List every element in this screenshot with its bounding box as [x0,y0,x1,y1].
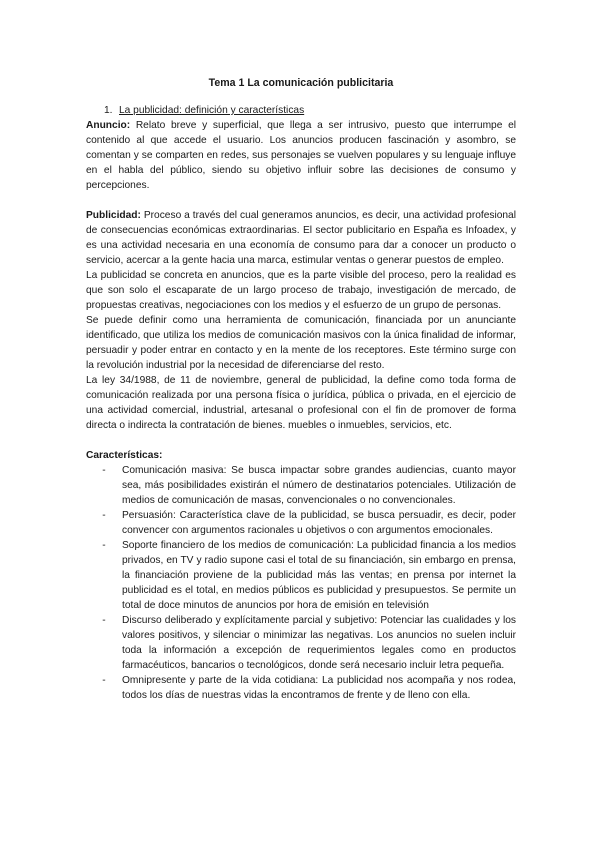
list-item [86,508,516,538]
list-item [86,673,516,703]
caracteristicas-heading: Características: [86,450,163,461]
publicidad-definition: Proceso a través del cual generamos anuncios, es decir, una actividad profesional de consecuencias económicas extraordinarias. El sector publicitario en España es Infoadex, y es una actividad necesaria en una economía de consumo para dar a conocer un producto o servicio, acercar a la gente hacia una marca, estimular ventas o generar puestos de empleo. [86,210,516,266]
list-item [86,538,516,613]
list-item-text: Persuasión: Característica clave de la publicidad, se busca persuadir, es decir, poder convencer con argumentos racionales u objetivos o con argumentos emocionales. [122,510,516,536]
publicidad-paragraph-3: Se puede definir como una herramienta de comunicación, financiada por un anunciante identificado, que utiliza los medios de comunicación masivos con la única finalidad de informar, persuadir y poder entrar en contacto y en la mente de los receptores. Este término surge con la revolución industrial por la necesidad de diferenciarse del resto. [86,315,516,371]
list-item-text: Soporte financiero de los medios de comunicación: La publicidad financia a los medios privados, en TV y radio supone casi el total de su financiación, sin embargo en prensa, la financiación proviene de la publicidad más las ventas; en prensa por internet la publicidad es el total, en medios públicos es publicidad y presupuestos. Se permite un total de doce minutos de anuncios por hora de emisión en televisión [122,540,516,611]
spacer [86,433,516,448]
bullet-dash: - [102,540,106,551]
list-item [86,613,516,673]
anuncio-term: Anuncio: [86,120,131,131]
section-heading-text: La publicidad: definición y características [119,105,305,116]
spacer [86,193,516,208]
bullet-dash: - [102,615,106,626]
publicidad-term: Publicidad: [86,210,141,221]
publicidad-paragraph [86,208,516,268]
bullet-dash: - [102,465,106,476]
list-item [86,463,516,508]
publicidad-paragraph-4: La ley 34/1988, de 11 de noviembre, general de publicidad, la define como toda forma de comunicación realizada por una persona física o jurídica, pública o privada, en el ejercicio de una actividad comercial, industrial, artesanal o profesional con el fin de promover de forma directa o indirecta la contratación de bienes. muebles o inmuebles, servicios, etc. [86,375,516,431]
bullet-dash: - [102,675,106,686]
list-item-text: Discurso deliberado y explícitamente parcial y subjetivo: Potenciar las cualidades y los valores positivos, y silenciar o minimizar las negativas. Los anuncios no suelen incluir toda la información a excepción de requerimientos legales como en productos farmacéuticos, bancarios o tecnológicos, donde será necesario incluir letra pequeña. [122,615,516,671]
list-item-text: Omnipresente y parte de la vida cotidiana: La publicidad nos acompaña y nos rodea, todos los días de nuestras vidas la encontramos de frente y de lleno con ella. [122,675,516,701]
publicidad-paragraph-2: La publicidad se concreta en anuncios, que es la parte visible del proceso, pero la realidad es que son solo el escaparate de un largo proceso de trabajo, investigación de mercado, de propuestas creativas, negociaciones con los medios y el esfuerzo de un grupo de personas. [86,270,516,311]
caracteristicas-list [86,463,516,703]
section-heading [86,103,516,118]
anuncio-paragraph [86,118,516,193]
bullet-dash: - [102,510,106,521]
list-item-text: Comunicación masiva: Se busca impactar sobre grandes audiencias, cuanto mayor sea, más posibilidades existirán el número de destinatarios potenciales. Utilización de medios de comunicación de masas, convencionales o no convencionales. [122,465,516,506]
section-number: 1. [104,105,113,116]
document-title: Tema 1 La comunicación publicitaria [208,77,394,89]
anuncio-definition: Relato breve y superficial, que llega a ser intrusivo, puesto que interrumpe el contenido al que accede el usuario. Los anuncios producen fascinación y asombro, se comentan y se comparten en redes, sus personajes se vuelven populares y su lenguaje influye en el habla del público, siendo su objetivo influir sobre las decisiones de consumo y percepciones. [86,120,516,191]
document-page [86,76,516,703]
